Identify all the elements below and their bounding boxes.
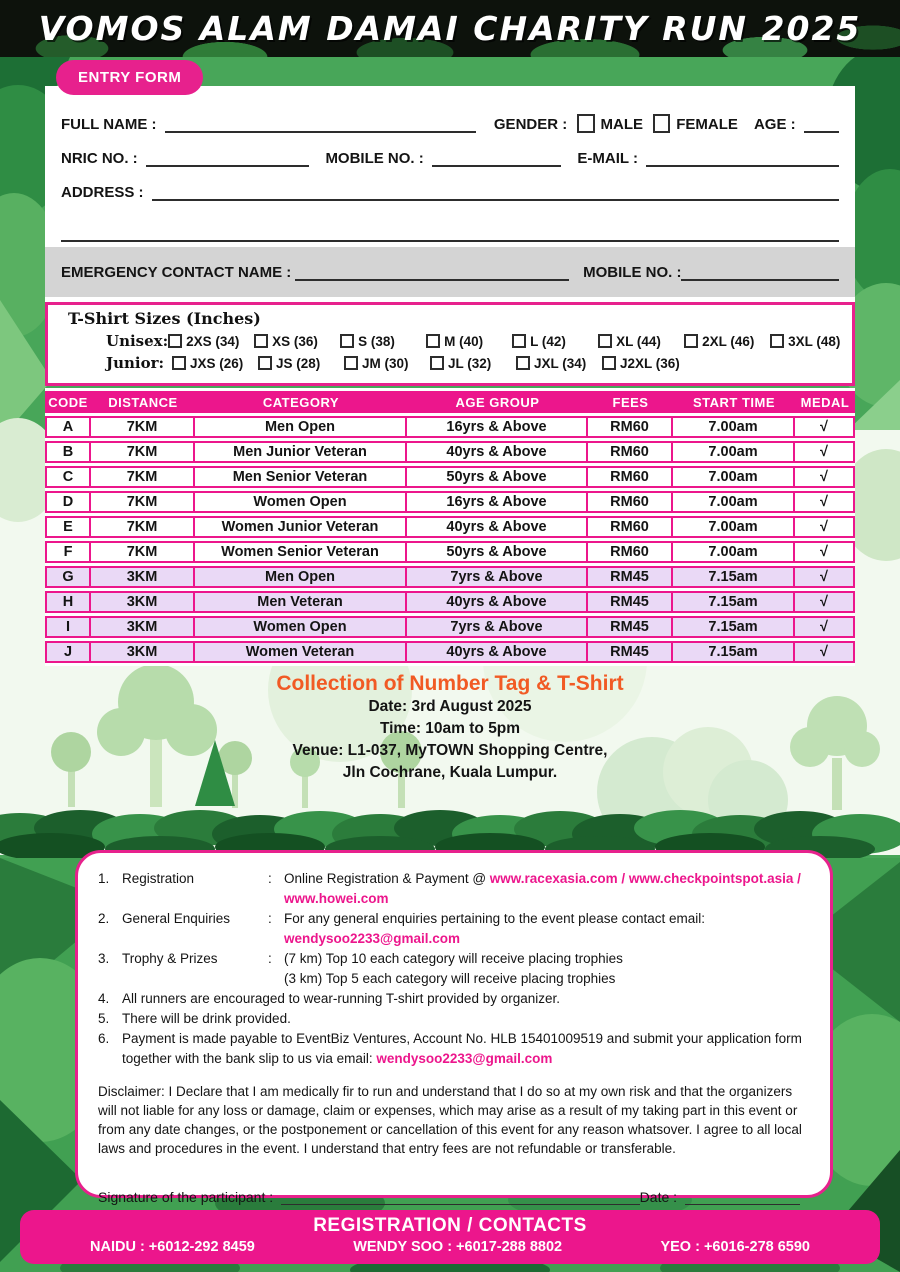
cell-medal: √ <box>795 466 855 488</box>
unisex-size-checkbox[interactable] <box>426 334 440 348</box>
junior-options <box>172 356 688 371</box>
note-item <box>98 909 810 949</box>
race-table-row <box>45 441 855 463</box>
junior-size-checkbox[interactable] <box>258 356 272 370</box>
cell-code: F <box>45 541 91 563</box>
junior-size-checkbox[interactable] <box>602 356 616 370</box>
cell-age-group: 50yrs & Above <box>407 466 588 488</box>
note-item <box>98 1029 810 1069</box>
note-text-run: Online Registration & Payment @ <box>284 871 490 886</box>
race-table-row <box>45 491 855 513</box>
table-header-row <box>45 391 855 413</box>
note-number: 2. <box>98 911 110 926</box>
race-table-row <box>45 416 855 438</box>
cell-medal: √ <box>795 616 855 638</box>
collection-section <box>0 672 900 784</box>
footer-contact-list <box>20 1237 880 1255</box>
female-checkbox[interactable] <box>653 114 670 133</box>
cell-code: H <box>45 591 91 613</box>
col-start-time: START TIME <box>673 391 795 413</box>
unisex-size-label: 3XL (48) <box>788 333 841 349</box>
unisex-label: Unisex: <box>106 332 169 350</box>
cell-age-group: 7yrs & Above <box>407 616 588 638</box>
note-item <box>98 949 810 969</box>
unisex-size-checkbox[interactable] <box>598 334 612 348</box>
cell-age-group: 50yrs & Above <box>407 541 588 563</box>
junior-size-option <box>430 356 516 371</box>
unisex-options <box>168 334 856 349</box>
cell-start-time: 7.15am <box>673 566 795 588</box>
cell-distance: 7KM <box>91 541 195 563</box>
cell-age-group: 40yrs & Above <box>407 441 588 463</box>
title-banner <box>0 0 900 57</box>
junior-size-label: J2XL (36) <box>620 355 680 371</box>
junior-label: Junior: <box>106 354 165 372</box>
cell-category: Men Junior Veteran <box>195 441 407 463</box>
race-table-row <box>45 566 855 588</box>
race-table-row <box>45 466 855 488</box>
footer-contacts-bar <box>20 1210 880 1264</box>
cell-start-time: 7.15am <box>673 591 795 613</box>
female-label: FEMALE <box>676 116 738 133</box>
junior-size-checkbox[interactable] <box>516 356 530 370</box>
note-link[interactable]: wendysoo2233@gmail.com <box>284 931 460 946</box>
note-text-run: There will be drink provided. <box>122 1011 291 1026</box>
cell-medal: √ <box>795 591 855 613</box>
cell-medal: √ <box>795 441 855 463</box>
unisex-size-option <box>168 334 254 349</box>
unisex-size-label: 2XL (46) <box>702 333 755 349</box>
note-text-run: (7 km) Top 10 each category will receive placing trophies <box>284 951 623 966</box>
cell-start-time: 7.00am <box>673 491 795 513</box>
form-row-address-2 <box>61 225 839 242</box>
unisex-size-option <box>770 334 856 349</box>
unisex-size-option <box>512 334 598 349</box>
cell-distance: 3KM <box>91 641 195 663</box>
emergency-mobile-label: MOBILE NO. : <box>583 263 682 281</box>
tshirt-sizes-box <box>45 302 855 386</box>
unisex-size-label: S (38) <box>358 333 395 349</box>
unisex-size-row <box>60 332 840 350</box>
cell-code: I <box>45 616 91 638</box>
note-label: Trophy & Prizes <box>122 951 218 966</box>
entry-form-badge: ENTRY FORM <box>56 60 203 95</box>
unisex-size-label: L (42) <box>530 333 566 349</box>
unisex-size-label: M (40) <box>444 333 484 349</box>
race-table-row <box>45 616 855 638</box>
col-category: CATEGORY <box>195 391 407 413</box>
cell-distance: 7KM <box>91 491 195 513</box>
cell-start-time: 7.00am <box>673 516 795 538</box>
race-table-row <box>45 516 855 538</box>
col-age-group: AGE GROUP <box>407 391 588 413</box>
male-label: MALE <box>600 116 643 133</box>
date-field[interactable] <box>685 1188 800 1205</box>
junior-size-option <box>172 356 258 371</box>
col-fees: FEES <box>588 391 673 413</box>
cell-distance: 7KM <box>91 416 195 438</box>
cell-fees: RM45 <box>588 591 673 613</box>
race-table-row <box>45 541 855 563</box>
collection-time: Time: 10am to 5pm <box>379 720 521 737</box>
full-name-field[interactable] <box>165 116 476 133</box>
unisex-size-checkbox[interactable] <box>168 334 182 348</box>
cell-fees: RM45 <box>588 616 673 638</box>
cell-fees: RM60 <box>588 541 673 563</box>
note-item <box>98 1009 810 1029</box>
cell-code: G <box>45 566 91 588</box>
cell-fees: RM60 <box>588 516 673 538</box>
form-row-address <box>61 184 839 201</box>
disclaimer-text: Disclaimer: I Declare that I am medically fir to run and understand that I do so at my own risk and that the organizers will not liable for any loss or damage, claim or expenses, which may arise as a result of my taking part in this event or from any date changes, or the postponement or cancellation of this event for any reason whatsover. I agree to all local laws and procedures in the event. I understand that entry fees are not refundable or transferable. <box>98 1084 802 1156</box>
cell-start-time: 7.00am <box>673 541 795 563</box>
cell-code: C <box>45 466 91 488</box>
note-text <box>122 989 810 1009</box>
cell-distance: 3KM <box>91 616 195 638</box>
collection-venue-2: Jln Cochrane, Kuala Lumpur. <box>342 764 558 781</box>
cell-category: Men Veteran <box>195 591 407 613</box>
cell-code: A <box>45 416 91 438</box>
date-label: Date : <box>639 1189 678 1205</box>
note-text-run: For any general enquiries pertaining to the event please contact email: <box>284 911 706 926</box>
note-colon: : <box>268 911 272 926</box>
race-table-row <box>45 591 855 613</box>
cell-fees: RM60 <box>588 466 673 488</box>
cell-age-group: 40yrs & Above <box>407 641 588 663</box>
unisex-size-option <box>426 334 512 349</box>
unisex-size-checkbox[interactable] <box>512 334 526 348</box>
cell-code: E <box>45 516 91 538</box>
unisex-size-label: XS (36) <box>272 333 318 349</box>
cell-start-time: 7.15am <box>673 641 795 663</box>
unisex-size-checkbox[interactable] <box>254 334 268 348</box>
form-row-name-gender-age <box>61 114 839 133</box>
note-number: 3. <box>98 951 110 966</box>
note-colon: : <box>268 951 272 966</box>
form-row-nric-mobile-email <box>61 150 839 167</box>
cell-medal: √ <box>795 566 855 588</box>
emergency-name-label: EMERGENCY CONTACT NAME : <box>61 263 292 281</box>
email-label: E-MAIL : <box>577 150 638 167</box>
junior-size-label: JS (28) <box>276 355 321 371</box>
event-title: VOMOS ALAM DAMAI CHARITY RUN 2025 <box>38 9 862 48</box>
signature-label: Signature of the participant : <box>98 1189 274 1205</box>
emergency-contact-bar <box>45 247 855 297</box>
cell-category: Women Open <box>195 491 407 513</box>
note-item <box>98 989 810 1009</box>
cell-category: Women Open <box>195 616 407 638</box>
note-text <box>284 949 810 969</box>
note-text <box>122 1029 810 1069</box>
tshirt-sizes-title: T-Shirt Sizes (Inches) <box>68 309 261 328</box>
cell-distance: 7KM <box>91 516 195 538</box>
cell-distance: 7KM <box>91 441 195 463</box>
footer-title: REGISTRATION / CONTACTS <box>313 1215 587 1236</box>
notes-list <box>98 869 810 1069</box>
note-number: 6. <box>98 1031 110 1046</box>
cell-age-group: 40yrs & Above <box>407 591 588 613</box>
unisex-size-label: 2XS (34) <box>186 333 240 349</box>
cell-category: Women Junior Veteran <box>195 516 407 538</box>
col-distance: DISTANCE <box>91 391 195 413</box>
cell-fees: RM60 <box>588 416 673 438</box>
note-number: 4. <box>98 991 110 1006</box>
race-table-row <box>45 641 855 663</box>
contact-entry: YEO : +6016-278 6590 <box>660 1239 810 1255</box>
junior-size-label: JL (32) <box>448 355 492 371</box>
cell-distance: 7KM <box>91 466 195 488</box>
cell-start-time: 7.00am <box>673 441 795 463</box>
cell-start-time: 7.15am <box>673 616 795 638</box>
emergency-name-field[interactable] <box>295 264 569 281</box>
nric-field[interactable] <box>146 150 310 167</box>
cell-medal: √ <box>795 641 855 663</box>
contact-entry: NAIDU : +6012-292 8459 <box>90 1239 255 1255</box>
cell-category: Women Senior Veteran <box>195 541 407 563</box>
cell-fees: RM60 <box>588 491 673 513</box>
unisex-size-checkbox[interactable] <box>684 334 698 348</box>
cell-age-group: 16yrs & Above <box>407 416 588 438</box>
collection-date: Date: 3rd August 2025 <box>368 698 532 715</box>
age-field[interactable] <box>804 116 839 133</box>
cell-distance: 3KM <box>91 566 195 588</box>
junior-size-row <box>60 354 840 372</box>
junior-size-label: JXS (26) <box>190 355 244 371</box>
race-categories-table <box>45 388 855 666</box>
note-link[interactable]: www.racexasia.com / www.checkpointspot.asia / www.howei.com <box>284 871 801 906</box>
cell-code: J <box>45 641 91 663</box>
address-field-line2[interactable] <box>61 225 839 242</box>
mobile-label: MOBILE NO. : <box>325 150 424 167</box>
cell-fees: RM45 <box>588 566 673 588</box>
cell-category: Men Open <box>195 566 407 588</box>
unisex-size-checkbox[interactable] <box>340 334 354 348</box>
address-field[interactable] <box>152 184 839 201</box>
unisex-size-option <box>254 334 340 349</box>
junior-size-option <box>516 356 602 371</box>
address-label: ADDRESS : <box>61 184 144 201</box>
junior-size-checkbox[interactable] <box>172 356 186 370</box>
unisex-size-option <box>684 334 770 349</box>
note-item <box>98 869 810 909</box>
cell-category: Men Open <box>195 416 407 438</box>
gender-label: GENDER : <box>493 116 568 133</box>
unisex-size-checkbox[interactable] <box>770 334 784 348</box>
junior-size-option <box>344 356 430 371</box>
cell-start-time: 7.00am <box>673 416 795 438</box>
note-text <box>122 1009 810 1029</box>
mobile-field[interactable] <box>432 150 562 167</box>
cell-distance: 3KM <box>91 591 195 613</box>
col-code: CODE <box>45 391 91 413</box>
junior-size-label: JM (30) <box>362 355 409 371</box>
note-item <box>284 969 810 989</box>
note-label: General Enquiries <box>122 911 231 926</box>
cell-category: Men Senior Veteran <box>195 466 407 488</box>
age-label: AGE : <box>753 116 796 133</box>
note-text <box>284 869 810 909</box>
unisex-size-option <box>340 334 426 349</box>
cell-code: D <box>45 491 91 513</box>
cell-medal: √ <box>795 541 855 563</box>
note-link[interactable]: wendysoo2233@gmail.com <box>376 1051 553 1066</box>
cell-medal: √ <box>795 516 855 538</box>
full-name-label: FULL NAME : <box>61 116 157 133</box>
junior-size-label: JXL (34) <box>534 355 587 371</box>
cell-age-group: 40yrs & Above <box>407 516 588 538</box>
note-text-run: All runners are encouraged to wear-running T-shirt provided by organizer. <box>122 991 560 1006</box>
note-label: Registration <box>122 871 195 886</box>
cell-start-time: 7.00am <box>673 466 795 488</box>
cell-fees: RM60 <box>588 441 673 463</box>
cell-age-group: 7yrs & Above <box>407 566 588 588</box>
note-number: 1. <box>98 871 110 886</box>
junior-size-option <box>258 356 344 371</box>
note-number: 5. <box>98 1011 110 1026</box>
unisex-size-label: XL (44) <box>616 333 661 349</box>
signature-field[interactable] <box>281 1188 640 1205</box>
nric-label: NRIC NO. : <box>61 150 138 167</box>
note-text-run: Payment is made payable to EventBiz Ventures, Account No. HLB 15401009519 and submit your application form together with the bank slip to us via email: <box>122 1031 802 1066</box>
cell-fees: RM45 <box>588 641 673 663</box>
cell-category: Women Veteran <box>195 641 407 663</box>
notes-card <box>75 850 833 1205</box>
emergency-mobile-field[interactable] <box>681 264 839 281</box>
cell-medal: √ <box>795 416 855 438</box>
cell-medal: √ <box>795 491 855 513</box>
unisex-size-option <box>598 334 684 349</box>
col-medal: MEDAL <box>795 391 855 413</box>
male-checkbox[interactable] <box>577 114 594 133</box>
junior-size-checkbox[interactable] <box>430 356 444 370</box>
cell-code: B <box>45 441 91 463</box>
contact-entry: WENDY SOO : +6017-288 8802 <box>353 1239 563 1255</box>
junior-size-checkbox[interactable] <box>344 356 358 370</box>
junior-size-option <box>602 356 688 371</box>
collection-title: Collection of Number Tag & T-Shirt <box>276 672 624 695</box>
signature-row <box>98 1188 810 1205</box>
collection-venue: Venue: L1-037, MyTOWN Shopping Centre, <box>292 742 608 759</box>
email-field[interactable] <box>646 150 839 167</box>
note-text <box>284 909 810 949</box>
note-colon: : <box>268 871 272 886</box>
cell-age-group: 16yrs & Above <box>407 491 588 513</box>
note-text <box>284 969 810 989</box>
note-text-run: (3 km) Top 5 each category will receive placing trophies <box>284 971 616 986</box>
